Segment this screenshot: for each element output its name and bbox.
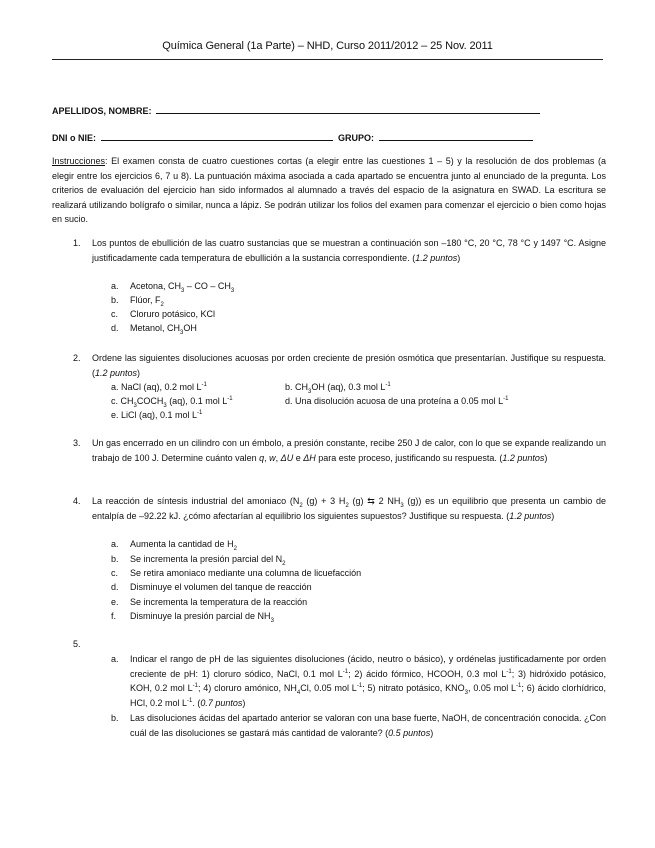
question-2-number: 2. bbox=[73, 353, 81, 363]
question-1-item-c: c. Cloruro potásico, KCl bbox=[111, 309, 216, 319]
question-1-item-b: b. Flúor, $F_2$ bbox=[111, 295, 164, 308]
instructions-title: Instrucciones bbox=[52, 156, 106, 166]
question-2-item-d: d. Una disolución acuosa de una proteína a 0.05 mol $L^{-1}$ bbox=[285, 396, 509, 406]
question-5-a-text: Indicar el rango de pH de las siguientes disoluciones (ácido, neutro o básico), y ordénelas justificadamente por orden creciente de pH: 1) cloruro sódico, NaCl, 0.1 mol $L^{-1}$; 2) ácido fórmico, HCOOH, 0.3 mol $L^{-1}$; 3) hidróxido potásico, KOH, 0.2 mol $L^{-1}$; 4) cloruro amónico, $NH_4Cl$, 0.05 mol $L^{-1}$; 5) nitrato potásico, $KNO_3$, 0.05 mol $L^{-1}$; 6) ácido clorhídrico, HCl, 0.2 mol $L^{-1}$. (0.7 puntos) bbox=[130, 654, 606, 708]
name-row bbox=[52, 104, 540, 116]
question-4-item-b: b. Se incrementa la presión parcial del $N_2$ bbox=[111, 554, 286, 567]
question-5-b-letter: b. bbox=[111, 713, 119, 723]
question-4-item-c: c. Se retira amoniaco mediante una columna de licuefacción bbox=[111, 568, 362, 578]
question-1-text: Los puntos de ebullición de las cuatro sustancias que se muestran a continuación son –180 °C, 20 °C, 78 °C y 1497 °C. Asigne justificadamente cada temperatura de ebullición a la sustancia correspondiente. (1.2 puntos) bbox=[92, 238, 606, 263]
question-5-a-letter: a. bbox=[111, 654, 119, 664]
question-4-number: 4. bbox=[73, 496, 81, 506]
instructions-text: : El examen consta de cuatro cuestiones cortas (a elegir entre las cuestiones 1 – 5) y la resolución de dos problemas (a elegir entre los ejercicios 6, 7 u 8). La puntuación máxima asociada a cada apartado se encuentra junto al enunciado de la pregunta. Los criterios de evaluación del ejercicio han sido informados al alumnado a través del espacio de la asignatura en SWAD. La escritura se realizará utilizando bolígrafo o similar, nunca a lápiz. Se podrán utilizar los folios del examen para comenzar el ejercicio o bien como hojas en sucio. bbox=[52, 156, 606, 225]
name-field[interactable] bbox=[156, 104, 540, 114]
question-2-points: 1.2 puntos bbox=[95, 367, 138, 378]
question-4-points: 1.2 puntos bbox=[509, 510, 552, 521]
document-header: Química General (1a Parte) – NHD, Curso 2011/2012 – 25 Nov. 2011 bbox=[162, 40, 493, 52]
question-4-item-a: a. Aumenta la cantidad de $H_2$ bbox=[111, 539, 237, 552]
question-5-number: 5. bbox=[73, 639, 81, 649]
question-1-item-d: d. Metanol, $CH_3OH$ bbox=[111, 323, 197, 336]
question-2-item-a: a. NaCl (aq), 0.2 mol $L^{-1}$ bbox=[111, 382, 207, 392]
question-5-b-points: 0.5 puntos bbox=[388, 727, 431, 738]
question-2-item-b: b. $CH_3OH$ (aq), 0.3 mol $L^{-1}$ bbox=[285, 382, 391, 395]
question-3-text: Un gas encerrado en un cilindro con un émbolo, a presión constante, recibe 250 J de calor, con lo que se expande realizando un trabajo de 100 J. Determine cuánto valen q, w, ΔU e ΔH para este proceso, justificando su respuesta. (1.2 puntos) bbox=[92, 438, 606, 463]
question-4-text: La reacción de síntesis industrial del amoniaco ($N_2$ (g) + 3 $H_2$ (g) ⇆ 2 $NH_3$ (g)) es un equilibrio que presenta un cambio de entalpía de –92.22 kJ. ¿cómo afectarían al equilibrio los siguientes supuestos? Justifique su respuesta. (1.2 puntos) bbox=[92, 496, 607, 521]
dni-label: DNI o NIE: bbox=[52, 133, 96, 143]
question-5-a-points: 0.7 puntos bbox=[200, 697, 243, 708]
group-label: GRUPO: bbox=[338, 133, 375, 143]
question-1-number: 1. bbox=[73, 238, 81, 248]
question-3-number: 3. bbox=[73, 438, 81, 448]
name-label: APELLIDOS, NOMBRE: bbox=[52, 106, 152, 116]
question-2-text: Ordene las siguientes disoluciones acuosas por orden creciente de presión osmótica que presentarían. Justifique su respuesta. (1.2 puntos) bbox=[92, 353, 606, 378]
group-field[interactable] bbox=[379, 131, 533, 141]
question-1-item-a: a. Acetona, $CH_3$ – CO – $CH_3$ bbox=[111, 281, 235, 294]
question-4-item-f: f. Disminuye la presión parcial de $NH_3$ bbox=[111, 611, 274, 624]
question-5-b-text: Las disoluciones ácidas del apartado anterior se valoran con una base fuerte, NaOH, de concentración conocida. ¿Con cuál de las disoluciones se gastará más cantidad de valorante? (0.5 puntos) bbox=[130, 713, 606, 738]
question-2-item-c: c. $CH_3COCH_3$ (aq), 0.1 mol $L^{-1}$ bbox=[111, 396, 233, 409]
question-2-item-e: e. LiCl (aq), 0.1 mol $L^{-1}$ bbox=[111, 410, 203, 420]
question-4-item-d: d. Disminuye el volumen del tanque de reacción bbox=[111, 582, 312, 592]
question-1-points: 1.2 puntos bbox=[415, 252, 458, 263]
dni-field[interactable] bbox=[101, 131, 333, 141]
header-rule bbox=[52, 59, 603, 60]
question-4-item-e: e. Se incrementa la temperatura de la reacción bbox=[111, 597, 308, 607]
dni-group-row bbox=[52, 131, 533, 143]
instructions bbox=[52, 154, 606, 227]
question-3-points: 1.2 puntos bbox=[502, 452, 545, 463]
